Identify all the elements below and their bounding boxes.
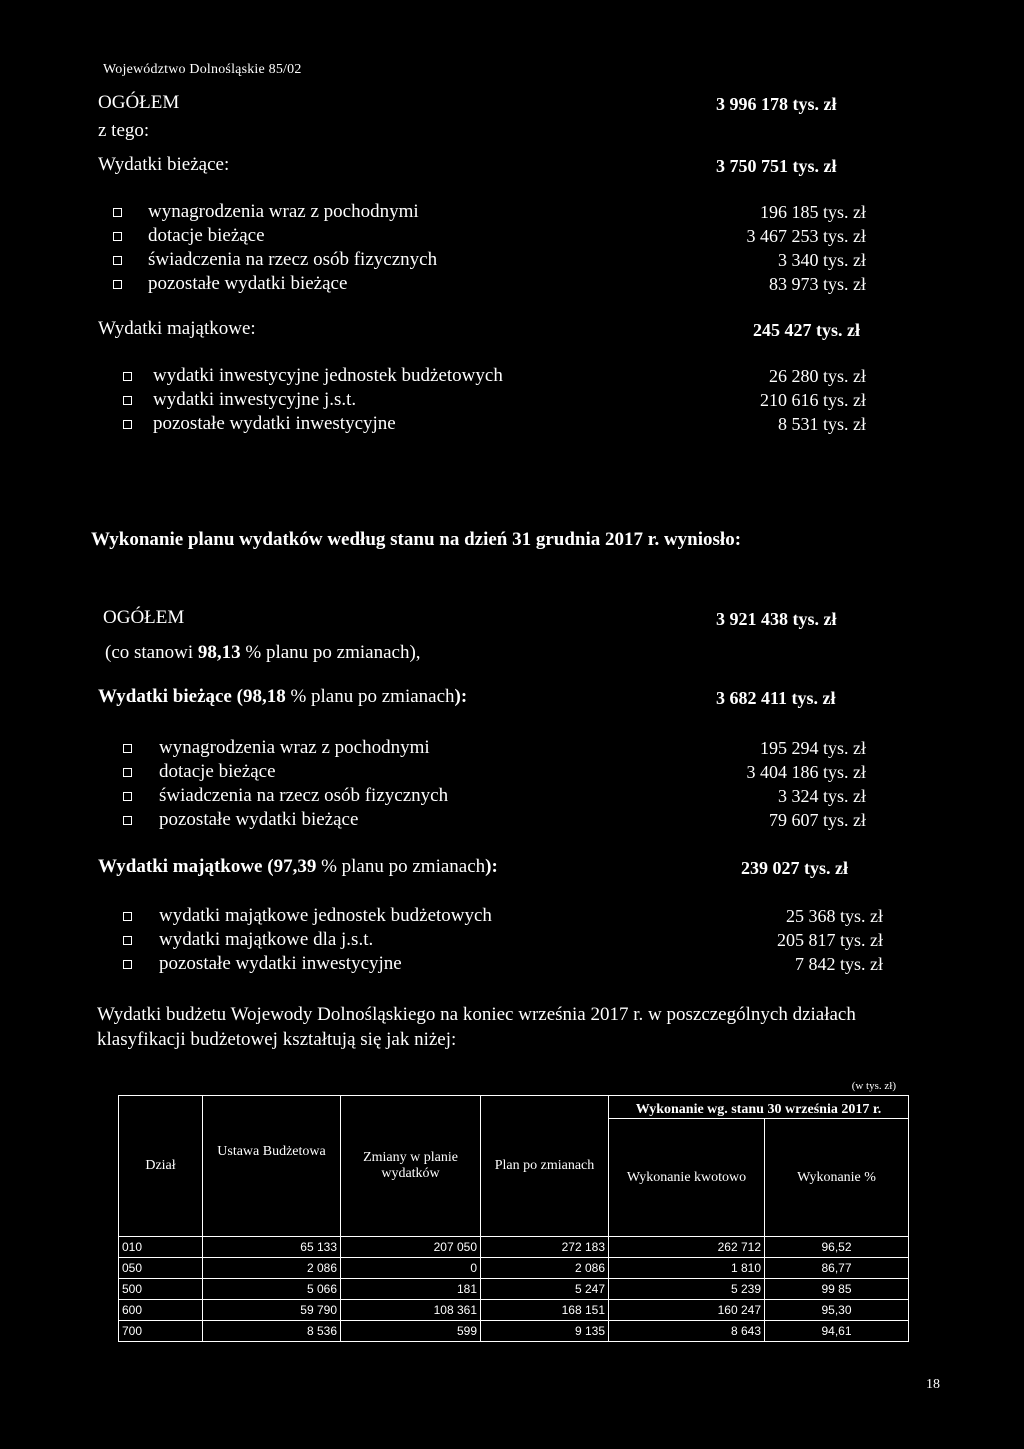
plan-current-item-label: świadczenia na rzecz osób fizycznych bbox=[148, 249, 438, 270]
table-row bbox=[119, 1300, 909, 1321]
table-cell: 108 361 bbox=[341, 1300, 481, 1321]
exec-current-item-value: 79 607 tys. zł bbox=[769, 810, 866, 830]
budget-paragraph: Wydatki budżetu Wojewody Dolnośląskiego na koniec września 2017 r. w poszczególnych działach klasyfikacji budżetowej kształtują się jak niżej: bbox=[97, 1004, 856, 1050]
table-cell: 262 712 bbox=[609, 1237, 765, 1258]
plan-capital-item-value: 8 531 tys. zł bbox=[778, 414, 866, 434]
table-unit-note: (w tys. zł) bbox=[851, 1080, 896, 1092]
exec-current-item-label: wynagrodzenia wraz z pochodnymi bbox=[159, 737, 430, 758]
col-group-header: Wykonanie wg. stanu 30 września 2017 r. bbox=[609, 1096, 909, 1119]
table-cell: 65 133 bbox=[203, 1237, 341, 1258]
exec-capital-value: 239 027 tys. zł bbox=[741, 858, 848, 878]
exec-total-note bbox=[105, 642, 421, 664]
col-header-kwotowo: Wykonanie kwotowo bbox=[609, 1119, 765, 1237]
table-cell: 700 bbox=[119, 1321, 203, 1342]
plan-capital-item-label: wydatki inwestycyjne j.s.t. bbox=[153, 389, 357, 410]
exec-current-item-label: dotacje bieżące bbox=[159, 761, 276, 782]
exec-capital-label-main: Wydatki majątkowe ( bbox=[98, 856, 274, 877]
exec-total-value: 3 921 438 tys. zł bbox=[716, 609, 837, 629]
exec-capital-item-value: 205 817 tys. zł bbox=[777, 930, 883, 950]
table-cell: 94,61 bbox=[765, 1321, 909, 1342]
exec-total-label: OGÓŁEM bbox=[103, 607, 185, 628]
table-cell: 181 bbox=[341, 1279, 481, 1300]
plan-current-item-value: 196 185 tys. zł bbox=[760, 202, 866, 222]
exec-current-bullet-icon bbox=[123, 768, 132, 777]
exec-current-item-label: pozostałe wydatki bieżące bbox=[159, 809, 359, 830]
table-row bbox=[119, 1279, 909, 1300]
table-cell: 010 bbox=[119, 1237, 203, 1258]
table-cell: 050 bbox=[119, 1258, 203, 1279]
table-body bbox=[119, 1237, 909, 1342]
table-cell: 599 bbox=[341, 1321, 481, 1342]
table-row bbox=[119, 1258, 909, 1279]
page-number: 18 bbox=[926, 1377, 940, 1392]
exec-capital-bullet-icon bbox=[123, 960, 132, 969]
col-header-plan: Plan po zmianach bbox=[481, 1096, 609, 1237]
exec-capital-item-label: pozostałe wydatki inwestycyjne bbox=[159, 953, 402, 974]
table-cell: 5 239 bbox=[609, 1279, 765, 1300]
table-cell: 5 247 bbox=[481, 1279, 609, 1300]
table-cell: 0 bbox=[341, 1258, 481, 1279]
table-row bbox=[119, 1321, 909, 1342]
plan-current-item-value: 3 340 tys. zł bbox=[778, 250, 866, 270]
table-cell: 1 810 bbox=[609, 1258, 765, 1279]
plan-total-label: OGÓŁEM bbox=[98, 92, 180, 113]
col-header-procent: Wykonanie % bbox=[765, 1119, 909, 1237]
exec-capital-end: ): bbox=[485, 856, 498, 877]
plan-current-item-label: wynagrodzenia wraz z pochodnymi bbox=[148, 201, 419, 222]
table-row bbox=[119, 1237, 909, 1258]
table-cell: 5 066 bbox=[203, 1279, 341, 1300]
plan-total-value: 3 996 178 tys. zł bbox=[716, 94, 837, 114]
table-cell: 207 050 bbox=[341, 1237, 481, 1258]
plan-capital-item-label: pozostałe wydatki inwestycyjne bbox=[153, 413, 396, 434]
exec-capital-item-value: 7 842 tys. zł bbox=[795, 954, 883, 974]
table-cell: 272 183 bbox=[481, 1237, 609, 1258]
plan-current-bullet-icon bbox=[113, 208, 122, 217]
table-cell: 2 086 bbox=[481, 1258, 609, 1279]
plan-capital-item-value: 26 280 tys. zł bbox=[769, 366, 866, 386]
col-header-ustawa: Ustawa Budżetowa bbox=[203, 1096, 341, 1237]
exec-current-item-value: 3 324 tys. zł bbox=[778, 786, 866, 806]
document-header: Województwo Dolnośląskie 85/02 bbox=[103, 62, 302, 77]
exec-capital-item-label: wydatki majątkowe dla j.s.t. bbox=[159, 929, 374, 950]
plan-current-label: Wydatki bieżące: bbox=[98, 154, 230, 175]
exec-total-note-post: % planu po zmianach), bbox=[240, 642, 421, 663]
table-cell: 95,30 bbox=[765, 1300, 909, 1321]
exec-current-end: ): bbox=[454, 686, 468, 707]
exec-capital-bullet-icon bbox=[123, 912, 132, 921]
table-cell: 500 bbox=[119, 1279, 203, 1300]
plan-z-tego: z tego: bbox=[98, 120, 150, 141]
exec-capital-item-label: wydatki majątkowe jednostek budżetowych bbox=[159, 905, 492, 926]
plan-capital-value: 245 427 tys. zł bbox=[753, 320, 860, 340]
exec-current-post: % planu po zmianach bbox=[285, 686, 455, 707]
plan-current-item-label: dotacje bieżące bbox=[148, 225, 265, 246]
exec-total-pct: 98,13 bbox=[197, 642, 241, 663]
exec-current-pct: 98,18 bbox=[242, 686, 286, 707]
exec-capital-pct: 97,39 bbox=[273, 856, 317, 877]
exec-capital-label bbox=[98, 856, 498, 878]
plan-capital-item-value: 210 616 tys. zł bbox=[760, 390, 866, 410]
table-cell: 96,52 bbox=[765, 1237, 909, 1258]
exec-current-bullet-icon bbox=[123, 744, 132, 753]
table-cell: 99 85 bbox=[765, 1279, 909, 1300]
col-header-zmiany: Zmiany w planie wydatków bbox=[341, 1096, 481, 1237]
table-cell: 168 151 bbox=[481, 1300, 609, 1321]
plan-capital-bullet-icon bbox=[123, 396, 132, 405]
exec-current-item-value: 195 294 tys. zł bbox=[760, 738, 866, 758]
plan-capital-bullet-icon bbox=[123, 372, 132, 381]
exec-total-note-pre: (co stanowi bbox=[105, 642, 198, 663]
exec-current-value: 3 682 411 tys. zł bbox=[716, 688, 836, 708]
table-cell: 8 536 bbox=[203, 1321, 341, 1342]
budget-table bbox=[118, 1095, 909, 1342]
execution-heading: Wykonanie planu wydatków według stanu na dzień 31 grudnia 2017 r. wyniosło: bbox=[91, 529, 742, 550]
exec-current-label-main: Wydatki bieżące ( bbox=[98, 686, 243, 707]
plan-current-bullet-icon bbox=[113, 280, 122, 289]
table-cell: 9 135 bbox=[481, 1321, 609, 1342]
table-cell: 600 bbox=[119, 1300, 203, 1321]
exec-capital-post: % planu po zmianach bbox=[316, 856, 486, 877]
table-cell: 160 247 bbox=[609, 1300, 765, 1321]
exec-capital-item-value: 25 368 tys. zł bbox=[786, 906, 883, 926]
exec-current-item-value: 3 404 186 tys. zł bbox=[746, 762, 866, 782]
plan-current-item-value: 3 467 253 tys. zł bbox=[746, 226, 866, 246]
exec-current-item-label: świadczenia na rzecz osób fizycznych bbox=[159, 785, 449, 806]
plan-capital-label: Wydatki majątkowe: bbox=[98, 318, 256, 339]
plan-current-bullet-icon bbox=[113, 232, 122, 241]
table-cell: 2 086 bbox=[203, 1258, 341, 1279]
plan-capital-item-label: wydatki inwestycyjne jednostek budżetowych bbox=[153, 365, 503, 386]
plan-current-item-label: pozostałe wydatki bieżące bbox=[148, 273, 348, 294]
plan-capital-bullet-icon bbox=[123, 420, 132, 429]
plan-current-bullet-icon bbox=[113, 256, 122, 265]
exec-capital-bullet-icon bbox=[123, 936, 132, 945]
table-cell: 59 790 bbox=[203, 1300, 341, 1321]
plan-current-item-value: 83 973 tys. zł bbox=[769, 274, 866, 294]
exec-current-bullet-icon bbox=[123, 816, 132, 825]
col-header-dzial: Dział bbox=[119, 1096, 203, 1237]
exec-current-bullet-icon bbox=[123, 792, 132, 801]
plan-current-value: 3 750 751 tys. zł bbox=[716, 156, 837, 176]
exec-current-label bbox=[98, 686, 467, 708]
table-cell: 8 643 bbox=[609, 1321, 765, 1342]
table-cell: 86,77 bbox=[765, 1258, 909, 1279]
